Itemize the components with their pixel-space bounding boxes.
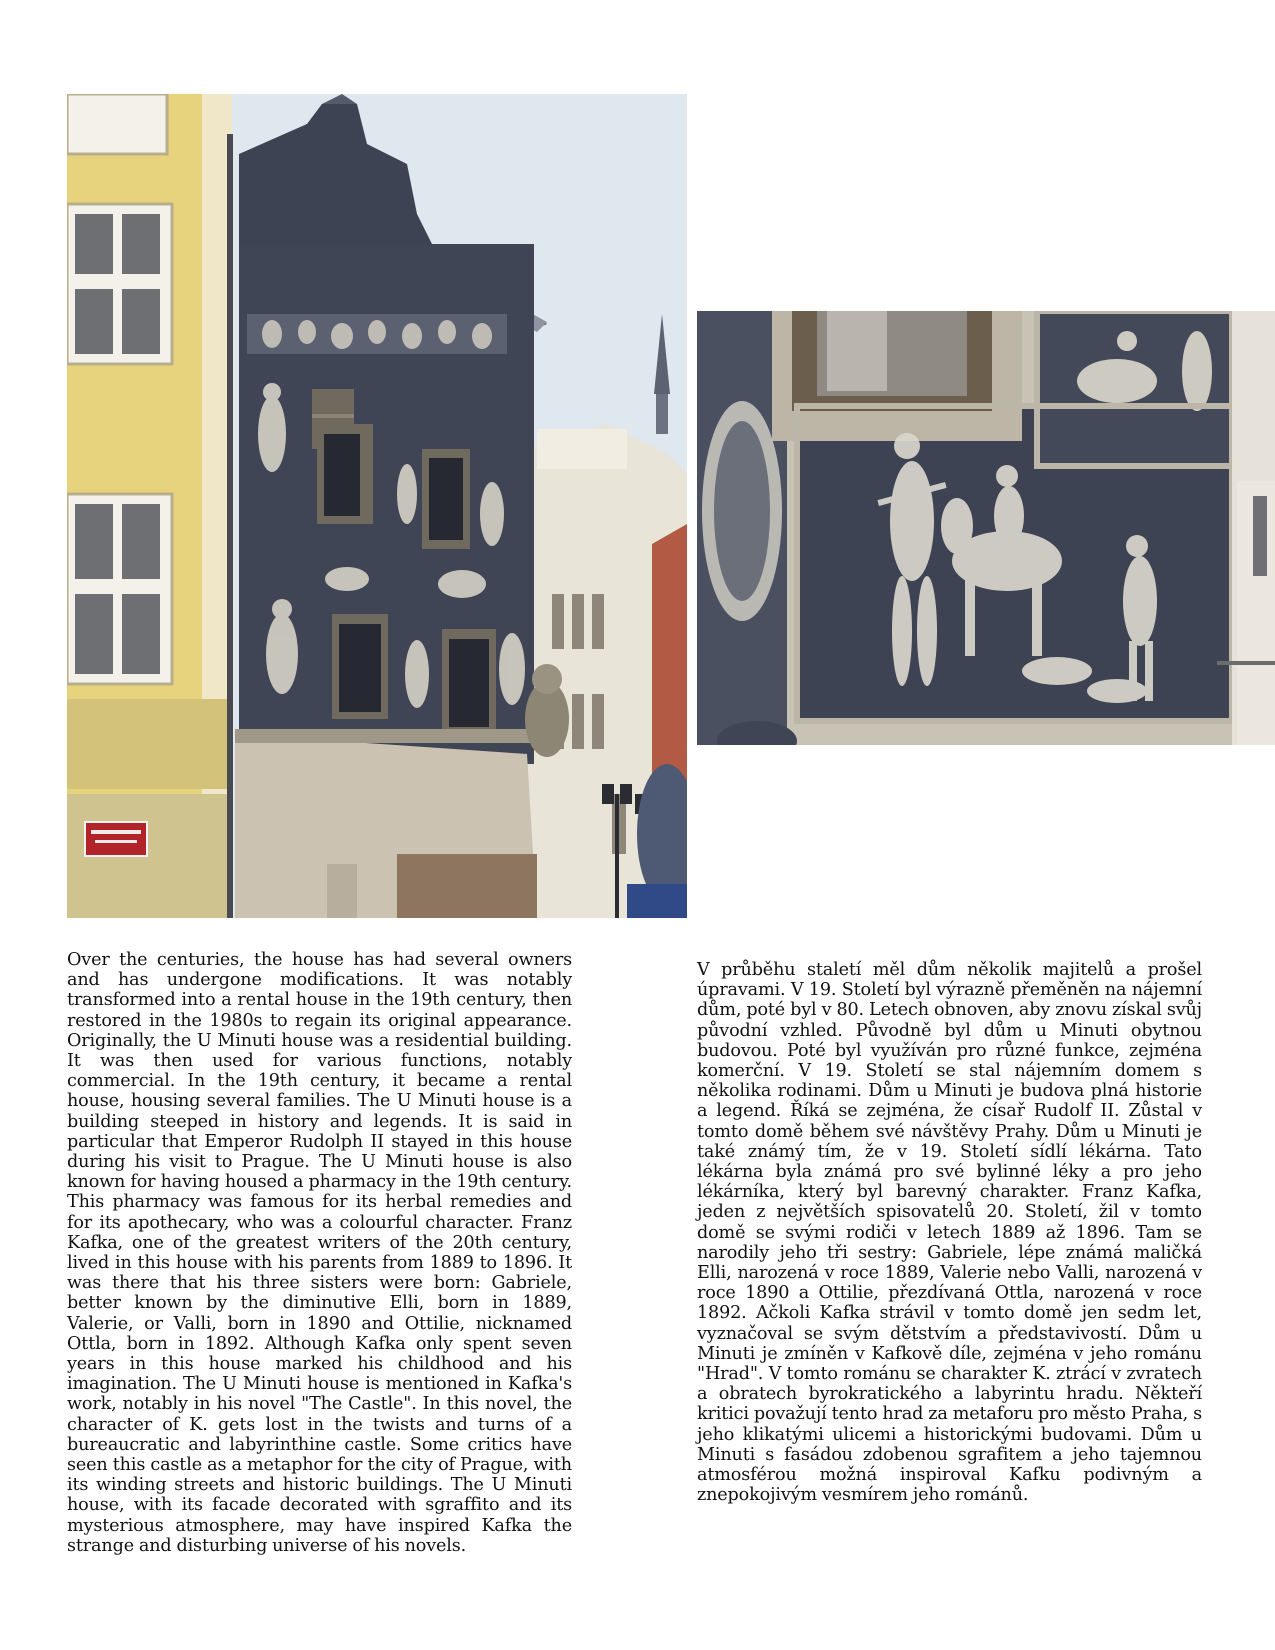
- facade-illustration: [67, 94, 687, 918]
- sgraffito-illustration: [697, 311, 1275, 745]
- czech-paragraph: V průběhu staletí měl dům několik majitelů a prošel úpravami. V 19. Století byl výrazně přeměněn na nájemní dům, poté byl v 80. Letech obnoven, aby znovu získal svůj původní vzhled. Původně byl dům u Minuti obytnou budovou. Poté byl využíván pro různé funkce, zejména komerční. V 19. Století se stal nájemním domem s několika rodinami. Dům u Minuti je budova plná historie a legend. Říká se zejména, že císař Rudolf II. Zůstal v tomto domě během své návštěvy Prahy. Dům u Minuti je také známý tím, že v 19. Století sídlí lékárna. Tato lékárna byla známá pro své bylinné léky a pro jeho lékárníka, který byl barevný charakter. Franz Kafka, jeden z největších spisovatelů 20. Století, žil v tomto domě se svými rodiči v letech 1889 až 1896. Tam se narodily jeho tři sestry: Gabriele, lépe známá maličká Elli, narozená v roce 1889, Valerie nebo Valli, narozená v roce 1890 a Ottilie, přezdívaná Ottla, narozená v roce 1892. Ačkoli Kafka strávil v tomto domě jen sedm let, vyznačoval se svým dětstvím a představivostí. Dům u Minuti je zmíněn v Kafkově díle, zejména v jeho románu "Hrad". V tomto románu se charakter K. ztrácí v zvratech a obratech byrokratického a labyrintu hradu. Někteří kritici považují tento hrad za metaforu pro město Praha, s jeho klikatými ulicemi a historickými budovami. Dům u Minuti s fasádou zdobenou sgrafitem a jeho tajemnou atmosférou možná inspiroval Kafku podivným a znepokojivým vesmírem jeho románů.: [697, 960, 1202, 1506]
- english-paragraph: Over the centuries, the house has had several owners and has undergone modifications. It was notably transformed into a rental house in the 19th century, then restored in the 1980s to regain its original appearance. Originally, the U Minuti house was a residential building. It was then used for various functions, notably commercial. In the 19th century, it became a rental house, housing several families. The U Minuti house is a building steeped in history and legends. It is said in particular that Emperor Rudolph II stayed in this house during his visit to Prague. The U Minuti house is also known for having housed a pharmacy in the 19th century. This pharmacy was famous for its herbal remedies and for its apothecary, who was a colourful character. Franz Kafka, one of the greatest writers of the 20th century, lived in this house with his parents from 1889 to 1896. It was there that his three sisters were born: Gabriele, better known by the diminutive Elli, born in 1889, Valerie, or Valli, born in 1890 and Ottilie, nicknamed Ottla, born in 1892. Although Kafka only spent seven years in this house marked his childhood and his imagination. The U Minuti house is mentioned in Kafka's work, notably in his novel "The Castle". In this novel, the character of K. gets lost in the twists and turns of a bureaucratic and labyrinthine castle. Some critics have seen this castle as a metaphor for the city of Prague, with its winding streets and historic buildings. The U Minuti house, with its facade decorated with sgraffito and its mysterious atmosphere, may have inspired Kafka the strange and disturbing universe of his novels.: [67, 950, 572, 1556]
- sgraffito-detail-photo: [697, 311, 1275, 745]
- facade-photo: [67, 94, 687, 918]
